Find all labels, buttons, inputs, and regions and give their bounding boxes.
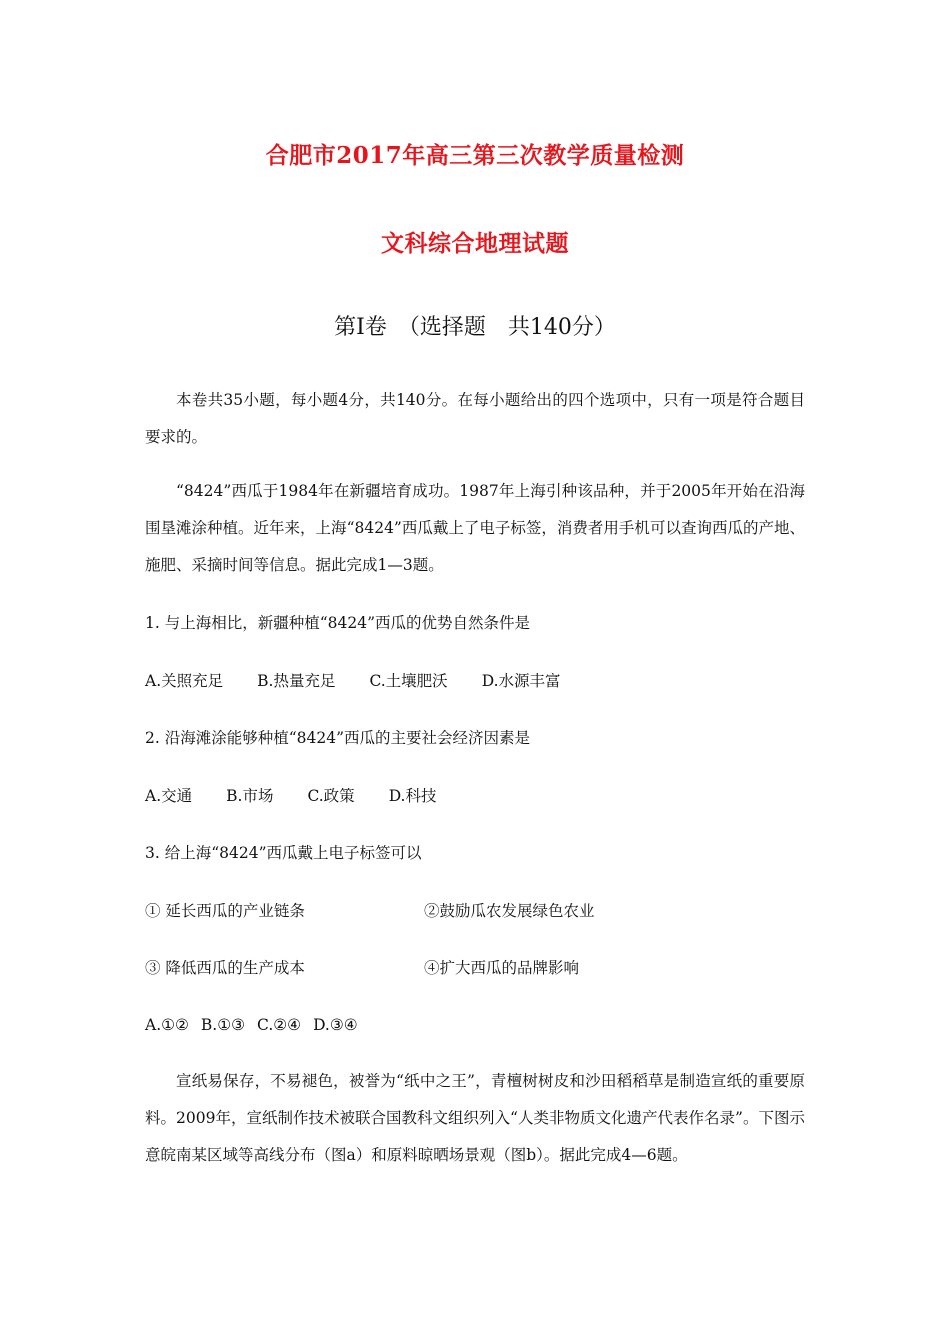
option-b: B.市场: [226, 787, 274, 805]
statement-item: ① 延长西瓜的产业链条: [145, 902, 305, 920]
option-c: C.土壤肥沃: [369, 672, 448, 690]
option-c: C.②④: [257, 1016, 302, 1034]
statement-item: ③ 降低西瓜的生产成本: [145, 959, 305, 977]
statement-item: ④扩大西瓜的品牌影响: [424, 959, 580, 977]
option-c: C.政策: [307, 787, 355, 805]
question-stem: 3. 给上海“8424”西瓜戴上电子标签可以: [145, 844, 422, 862]
question-options: [145, 1014, 358, 1036]
question-stem: 1. 与上海相比，新疆种植“8424”西瓜的优势自然条件是: [145, 614, 531, 632]
option-d: D.水源丰富: [481, 672, 561, 690]
option-d: D.③④: [313, 1016, 358, 1034]
question-stem: 2. 沿海滩涂能够种植“8424”西瓜的主要社会经济因素是: [145, 729, 531, 747]
page-title: 合肥市2017年高三第三次教学质量检测: [265, 142, 685, 169]
option-a: A.关照充足: [145, 672, 224, 690]
option-b: B.①③: [200, 1016, 246, 1034]
passage-paragraph: 宣纸易保存，不易褪色，被誉为“纸中之王”，青檀树树皮和沙田稻稻草是制造宣纸的重要原料。2009年，宣纸制作技术被联合国教科文组织列入“人类非物质文化遗产代表作名录”。下图示意皖南某区域等高线分布（图a）和原料晾晒场景观（图b）。据此完成4—6题。: [145, 1072, 805, 1164]
page-subtitle: 文科综合地理试题: [381, 230, 569, 257]
section-heading: 第Ⅰ卷 （选择题 共140分）: [334, 315, 616, 340]
passage-paragraph: “8424”西瓜于1984年在新疆培育成功。1987年上海引种该品种，并于2005年开始在沿海围垦滩涂种植。近年来，上海“8424”西瓜戴上了电子标签，消费者用手机可以查询西瓜的产地、施肥、采摘时间等信息。据此完成1—3题。: [145, 482, 805, 574]
statement-item: ②鼓励瓜农发展绿色农业: [424, 902, 595, 920]
option-a: A.①②: [145, 1016, 189, 1034]
question-options: [145, 785, 437, 807]
option-b: B.热量充足: [257, 672, 336, 690]
instructions-paragraph: 本卷共35小题，每小题4分，共140分。在每小题给出的四个选项中，只有一项是符合题目要求的。: [145, 391, 805, 446]
question-options: [145, 670, 561, 692]
option-d: D.科技: [388, 787, 437, 805]
option-a: A.交通: [145, 787, 193, 805]
